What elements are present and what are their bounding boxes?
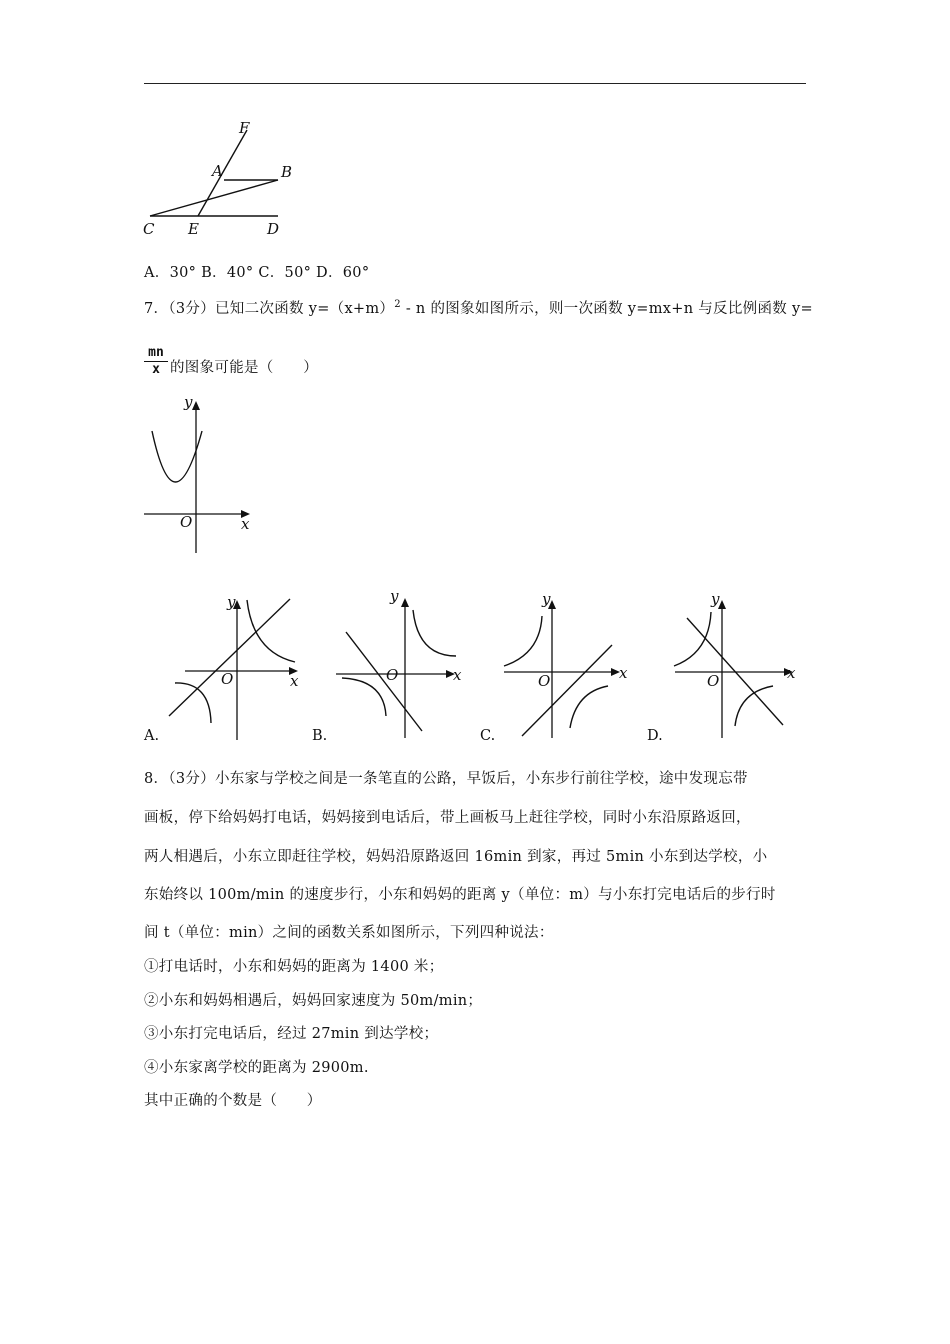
q7-stem-line1 xyxy=(144,297,813,318)
q8-statement-2: ②小东和妈妈相遇后，妈妈回家速度为 50m/min； xyxy=(144,993,483,1009)
q6-geometry-figure xyxy=(140,118,310,243)
q8-question: 其中正确的个数是（ ） xyxy=(144,1093,322,1109)
axis-x-label: x xyxy=(453,666,462,684)
axis-x-label: x xyxy=(241,515,250,533)
q6-options: A．30° B．40° C．50° D．60° xyxy=(144,265,370,281)
label-C: C xyxy=(143,220,155,238)
q7-option-d-label: D. xyxy=(647,728,663,744)
q7-stem-part-a: 7．（3分）已知二次函数 y=（x+m） xyxy=(144,301,395,317)
q7-stem-line2: 的图象可能是（ ） xyxy=(170,360,318,376)
q7-stem-part-b: - n 的图象如图所示，则一次函数 y=mx+n 与反比例函数 y= xyxy=(400,301,813,317)
q7-option-c-graph xyxy=(490,588,640,748)
axis-x-label: x xyxy=(619,664,628,682)
label-B: B xyxy=(281,163,293,181)
axis-y-label: y xyxy=(227,593,236,611)
axis-x-label: x xyxy=(787,664,796,682)
label-D: D xyxy=(267,220,280,238)
q7-option-a-label: A. xyxy=(144,728,160,744)
q8-statement-1: ①打电话时，小东和妈妈的距离为 1400 米； xyxy=(144,959,444,975)
q7-frac-denominator: x xyxy=(152,362,160,377)
label-F: F xyxy=(239,119,250,137)
q8-line-2: 画板，停下给妈妈打电话，妈妈接到电话后，带上画板马上赶往学校，同时小东沿原路返回， xyxy=(144,810,751,826)
q7-parabola-figure xyxy=(142,393,257,558)
q7-fraction xyxy=(144,345,168,378)
q7-option-a-graph xyxy=(155,590,305,750)
origin-label: O xyxy=(180,513,193,531)
q8-line-5: 间 t（单位：min）之间的函数关系如图所示，下列四种说法： xyxy=(144,925,554,941)
origin-label: O xyxy=(707,672,720,690)
origin-label: O xyxy=(386,666,399,684)
origin-label: O xyxy=(538,672,551,690)
q7-option-d-graph xyxy=(665,588,815,748)
q8-statement-3: ③小东打完电话后，经过 27min 到达学校； xyxy=(144,1026,439,1042)
q7-frac-numerator: mn xyxy=(144,345,168,362)
q8-line-3: 两人相遇后，小东立即赶往学校，妈妈沿原路返回 16min 到家，再过 5min 小东到达学校，小 xyxy=(144,849,768,865)
q7-exponent: 2 xyxy=(394,299,401,311)
q8-line-4: 东始终以 100m/min 的速度步行，小东和妈妈的距离 y（单位：m）与小东打完电话后的步行时 xyxy=(144,887,776,903)
q7-option-b-graph xyxy=(328,588,478,748)
q7-option-c-label: C. xyxy=(480,728,496,744)
header-rule xyxy=(144,83,806,84)
axis-y-label: y xyxy=(711,590,720,608)
q7-option-b-label: B. xyxy=(312,728,328,744)
axis-x-label: x xyxy=(290,672,299,690)
axis-y-label: y xyxy=(184,393,193,411)
q8-line-1: 8．（3分）小东家与学校之间是一条笔直的公路，早饭后，小东步行前往学校，途中发现忘带 xyxy=(144,771,748,787)
origin-label: O xyxy=(221,670,234,688)
label-A: A xyxy=(212,162,223,180)
axis-y-label: y xyxy=(542,590,551,608)
label-E: E xyxy=(188,220,199,238)
q8-statement-4: ④小东家离学校的距离为 2900m. xyxy=(144,1060,369,1076)
axis-y-label: y xyxy=(390,587,399,605)
